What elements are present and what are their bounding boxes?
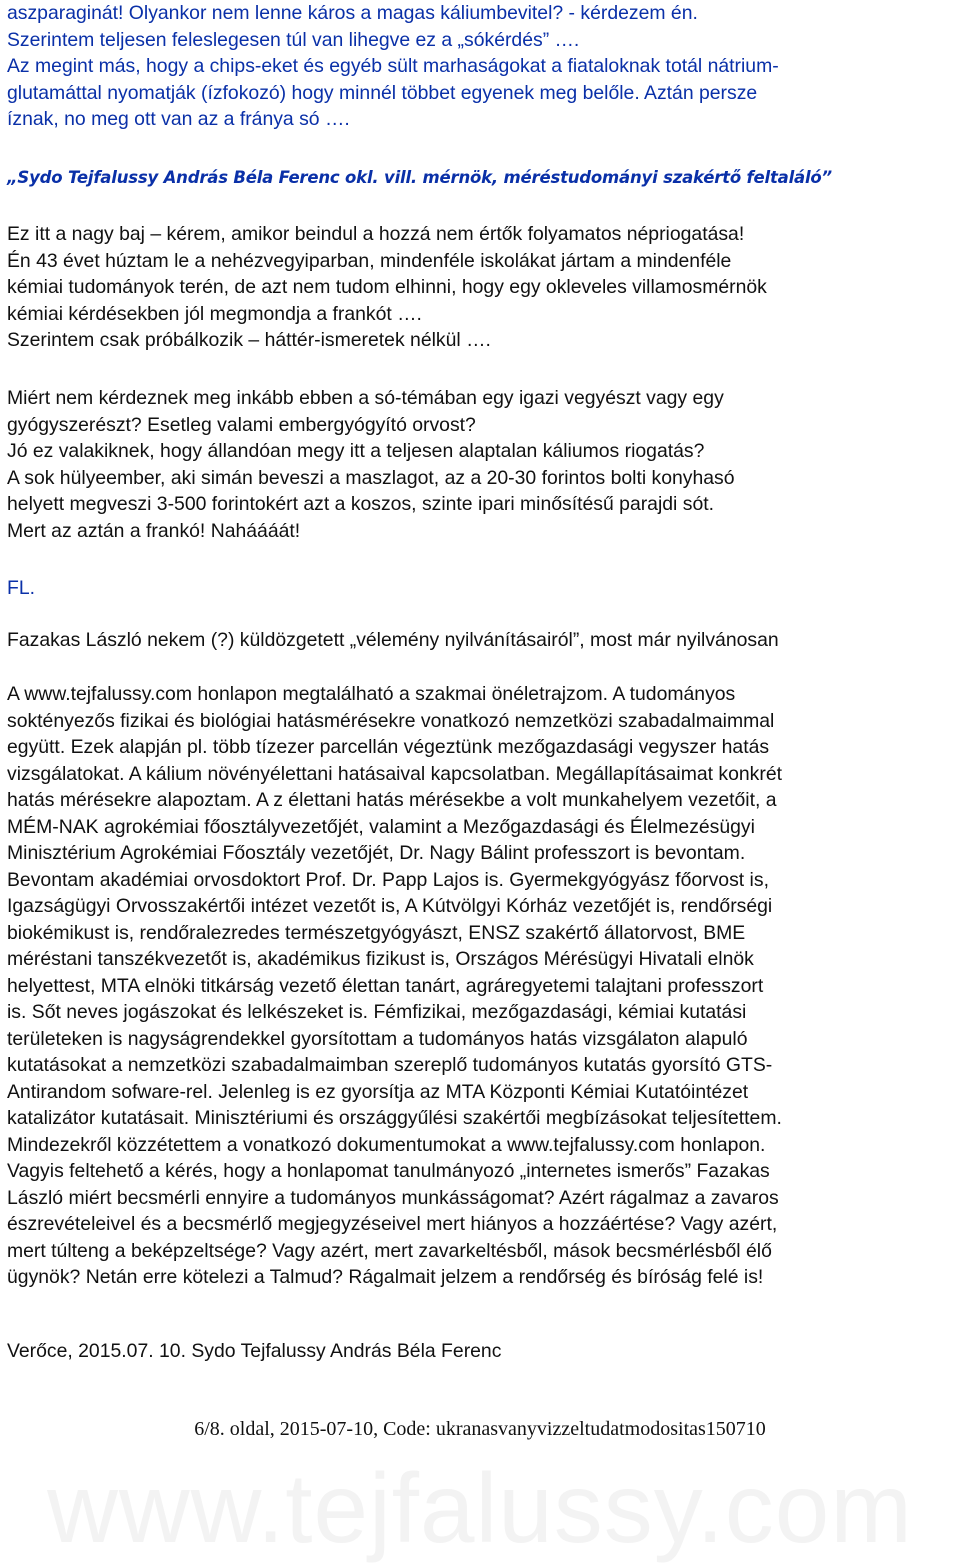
closing-signature: Verőce, 2015.07. 10. Sydo Tejfalussy András Béla Ferenc xyxy=(7,1340,502,1362)
quoted-signature: „Sydo Tejfalussy András Béla Ferenc okl. vill. mérnök, méréstudományi szakértő feltaláló” xyxy=(7,168,832,187)
commenter-questions: Miért nem kérdeznek meg inkább ebben a só-témában egy igazi vegyészt vagy egy gyógyszerészt? Esetleg valami embergyógyító orvost? Jó ez valakiknek, hogy állandóan megy itt a teljesen alaptalan káliumos riogatás? A sok hülyeember, aki simán beveszi a maszlagot, az a 20-30 forintos bolti konyhasó helyett megveszi 3-500 forintokért azt a koszos, szinte ipari minősítésű parajdi sót. Mert az aztán a frankó! Naháááát! xyxy=(7,387,735,542)
page-footer: 6/8. oldal, 2015-07-10, Code: ukranasvanyvizzeltudatmodositas150710 xyxy=(194,1418,766,1440)
watermark-text: www.tejfalussy.com xyxy=(47,1453,913,1563)
commenter-paragraph: Ez itt a nagy baj – kérem, amikor beindul a hozzá nem értők folyamatos népriogatása! Én 43 évet húztam le a nehézvegyiparban, mindenféle iskolákat jártam a mindenféle kémiai tudományok terén, de azt nem tudom elhinni, hogy egy okleveles villamosmérnök kémiai kérdésekben jól megmondja a frankót …. Szerintem csak próbálkozik – háttér-ismeretek nélkül …. xyxy=(7,223,767,351)
response-paragraph: A www.tejfalussy.com honlapon megtalálható a szakmai önéletrajzom. A tudományos soktényezős fizikai és biológiai hatásmérésekre vonatkozó nemzetközi szabadalmaimmal együtt. Ezek alapján pl. több tízezer parcellán végeztünk mezőgazdasági vegyszer hatás vizsgálatokat. A kálium növényélettani hatásaival kapcsolatban. Megállapításaimat konkrét hatás mérésekre alapoztam. A z élettani hatás mérésekbe a volt munkahelyem vezetőit, a MÉM-NAK agrokémiai főosztályvezetőjét, valamint a Mezőgazdasági és Élelmezésügyi Minisztérium Agrokémiai Főosztály vezetőjét, Dr. Nagy Bálint professzort is bevontam. Bevontam akadémiai orvosdoktort Prof. Dr. Papp Lajos is. Gyermekgyógyász főorvost is, Igazságügyi Orvosszakértői intézet vezetőt is, A Kútvölgyi Kórház vezetőjét is, rendőrségi biokémikust is, rendőralezredes természetgyógyászt, ENSZ szakértő állatorvost, BME méréstani tanszékvezetőt is, akadémikus fizikust is, Országos Mérésügyi Hivatali elnök helyettest, MTA elnöki titkárság vezető élettan tanárt, agráregyetemi talajtani professzort is. Sőt neves jogászokat és lelkészeket is. Fémfizikai, mezőgazdasági, kémiai kutatási területeken is nagyságrendekkel gyorsítottam a tudományos hatás vizsgálaton alapuló kutatásokat a nemzetközi szabadalmaimban szereplő tudományos kutatás gyorsító GTS- Antirandom sofware-rel. Jelenleg is ez gyorsítja az MTA Központi Kémiai Kutatóintézet katalizátor kutatásait. Minisztériumi és országgyűlési szakértői megbízásokat teljesítettem. Mindezekről közzétettem a vonatkozó dokumentumokat a www.tejfalussy.com honlapon. Vagyis feltehető a kérés, hogy a honlapomat tanulmányozó „internetes ismerős” Fazakas László miért becsmérli ennyire a tudományos munkásságomat? Azért rágalmaz a zavaros észrevételeivel és a becsmérlő megjegyzéseivel mert hiányos a hozzáértése? Vagy azért, mert túlteng a beképzeltsége? Vagy azért, mert zavarkeltésből, mások becsmérlésből élő ügynök? Netán erre kötelezi a Talmud? Rágalmait jelzem a rendőrség és bíróság felé is! xyxy=(7,683,782,1288)
commenter-initials: FL. xyxy=(7,577,36,599)
quoted-comment-text: aszparaginát! Olyankor nem lenne káros a magas káliumbevitel? - kérdezem én. Szerintem teljesen feleslegesen túl van lihegve ez a „sókérdés” …. Az megint más, hogy a chips-eket és egyéb sült marhaságokat a fiataloknak totál nátrium- glutamáttal nyomatják (ízfokozó) hogy minnél többet egyenek meg belőle. Aztán persze íznak, no meg ott van az a fránya só …. xyxy=(7,2,779,130)
intro-line: Fazakas László nekem (?) küldözgetett „vélemény nyilvánításairól”, most már nyilvánosan xyxy=(7,629,779,651)
